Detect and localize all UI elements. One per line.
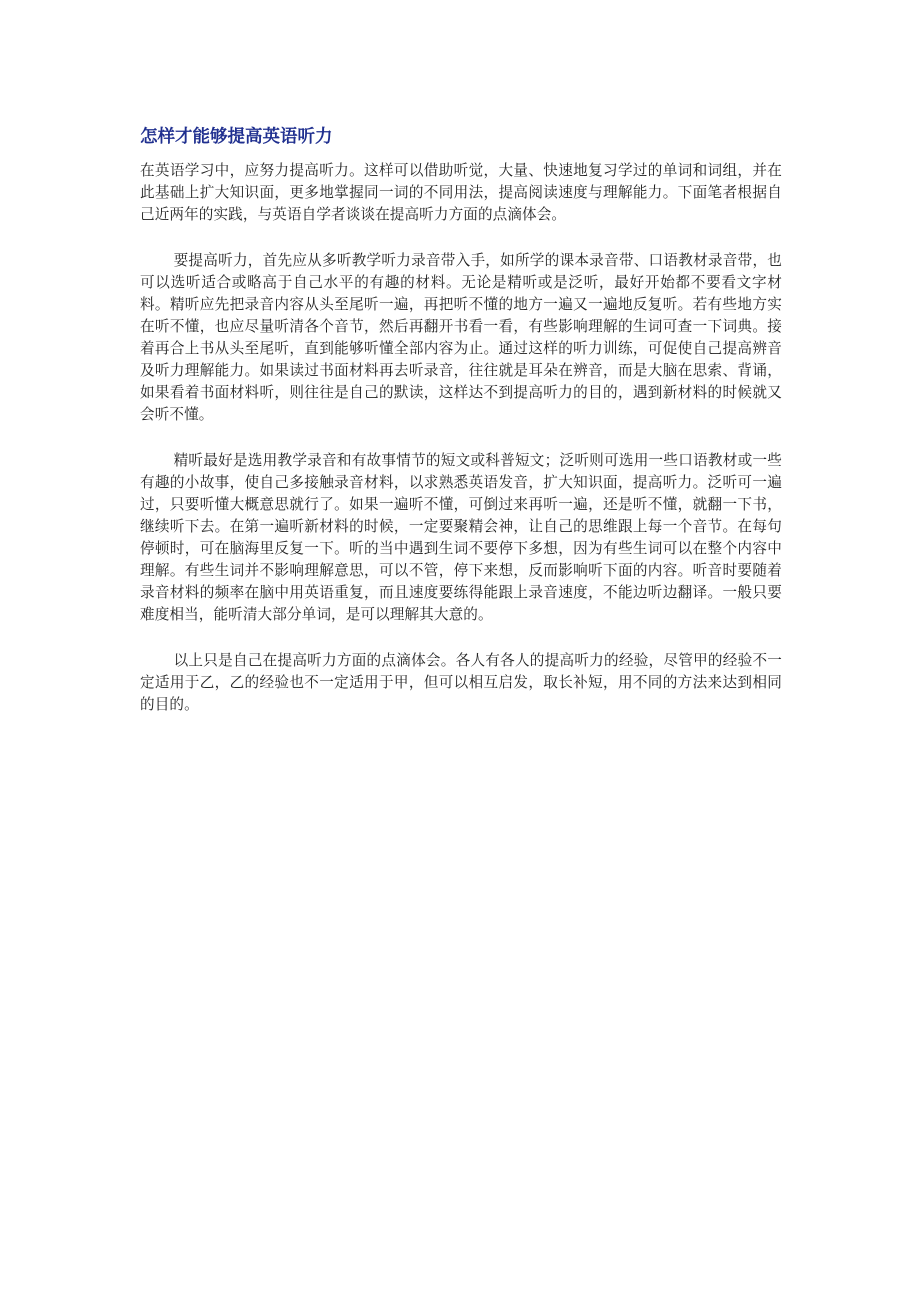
document-title: 怎样才能够提高英语听力	[140, 127, 333, 147]
paragraph-method: 要提高听力，首先应从多听教学听力录音带入手，如所学的课本录音带、口语教材录音带，也可以选听适合或略高于自己水平的有趣的材料。无论是精听或是泛听，最好开始都不要看文字材料。精听应先把录音内容从头至尾听一遍，再把听不懂的地方一遍又一遍地反复听。若有些地方实在听不懂，也应尽量听清各个音节，然后再翻开书看一看，有些影响理解的生词可查一下词典。接着再合上书从头至尾听，直到能够听懂全部内容为止。通过这样的听力训练，可促使自己提高辨音及听力理解能力。如果读过书面材料再去听录音，往往就是耳朵在辨音，而是大脑在思索、背诵，如果看着书面材料听，则往往是自己的默读，这样达不到提高听力的目的，遇到新材料的时候就又会听不懂。	[140, 252, 782, 423]
paragraph-conclusion: 以上只是自己在提高听力方面的点滴体会。各人有各人的提高听力的经验，尽管甲的经验不一定适用于乙，乙的经验也不一定适用于甲，但可以相互启发，取长补短，用不同的方法来达到相同的目的。	[140, 652, 782, 713]
paragraph-intro: 在英语学习中，应努力提高听力。这样可以借助听觉，大量、快速地复习学过的单词和词组，并在此基础上扩大知识面，更多地掌握同一词的不同用法，提高阅读速度与理解能力。下面笔者根据自己近两年的实践，与英语自学者谈谈在提高听力方面的点滴体会。	[140, 162, 782, 223]
paragraph-intensive-extensive: 精听最好是选用教学录音和有故事情节的短文或科普短文；泛听则可选用一些口语教材或一些有趣的小故事，使自己多接触录音材料，以求熟悉英语发音，扩大知识面，提高听力。泛听可一遍过，只要听懂大概意思就行了。如果一遍听不懂，可倒过来再听一遍，还是听不懂，就翻一下书，继续听下去。在第一遍听新材料的时候，一定要聚精会神，让自己的思维跟上每一个音节。在每句停顿时，可在脑海里反复一下。听的当中遇到生词不要停下多想，因为有些生词可以在整个内容中理解。有些生词并不影响理解意思，可以不管，停下来想，反而影响听下面的内容。听音时要随着录音材料的频率在脑中用英语重复，而且速度要练得能跟上录音速度，不能边听边翻译。一般只要难度相当，能听清大部分单词，是可以理解其大意的。	[140, 452, 782, 623]
document-page	[140, 124, 782, 716]
